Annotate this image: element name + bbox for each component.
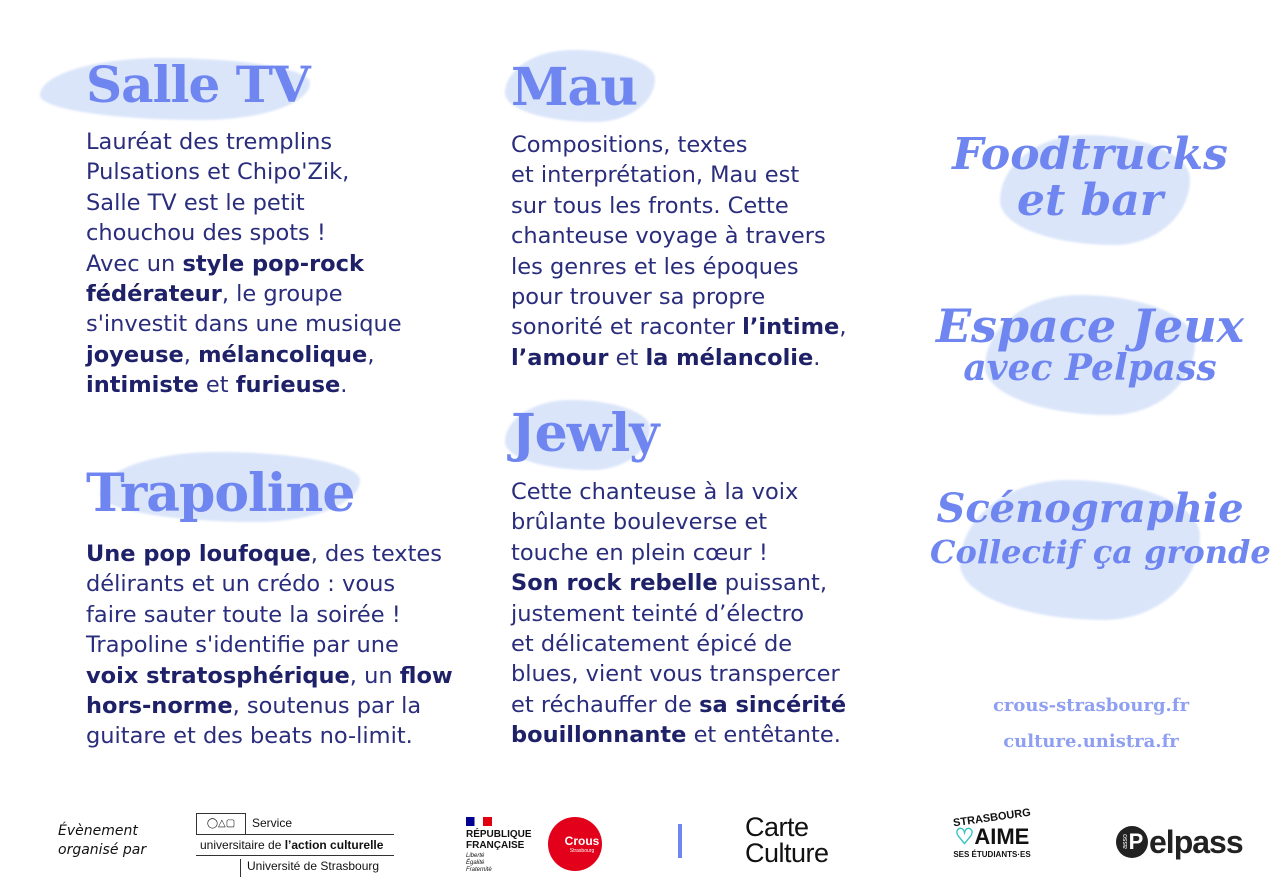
- text-line: [86, 188, 402, 218]
- strasbourg-aime-logo: STRASBOURG ♡AIME SES ÉTUDIANTS·ES: [950, 812, 1034, 859]
- text-segment: délirants et un crédo : vous: [86, 571, 396, 598]
- text-segment: ,: [839, 314, 847, 341]
- footer-divider: [678, 824, 682, 858]
- suac-line-2: Université de Strasbourg: [240, 859, 379, 877]
- text-line: [511, 659, 846, 689]
- text-segment: faire sauter toute la soirée !: [86, 601, 401, 628]
- bold-text: flow: [399, 662, 453, 689]
- text-segment: sur tous les fronts. Cette: [511, 192, 789, 219]
- text-line: [511, 507, 846, 537]
- suac-rule-1: [196, 834, 394, 835]
- scenographie-line-1: Scénographie: [936, 485, 1244, 532]
- bold-text: intimiste: [86, 372, 199, 399]
- text-segment: , un: [349, 662, 400, 689]
- bold-text: voix stratosphérique: [86, 662, 350, 689]
- espace-jeux-line-2: avec Pelpass: [963, 347, 1217, 390]
- text-segment: chouchou des spots !: [86, 220, 326, 247]
- text-segment: et entêtante.: [686, 722, 841, 749]
- bold-text: l’intime: [742, 314, 840, 341]
- espace-jeux-line-1: Espace Jeux: [935, 299, 1245, 353]
- text-line: [511, 312, 846, 342]
- text-segment: Cette chanteuse à la voix: [511, 479, 799, 505]
- bold-text: l’amour: [511, 344, 609, 371]
- text-line: [511, 690, 846, 720]
- heart-icon: ♡: [954, 824, 975, 849]
- text-line: [86, 157, 402, 187]
- text-line: [511, 568, 846, 598]
- text-line: [86, 309, 402, 339]
- text-segment: et réchauffer de: [511, 691, 700, 718]
- bold-text: Une pop loufoque: [86, 541, 311, 567]
- text-line: [86, 127, 402, 157]
- organized-by-label: Évènement organisé par: [58, 823, 147, 858]
- espace-jeux-heading: [930, 299, 1250, 390]
- text-segment: sonorité et raconter: [511, 314, 743, 341]
- text-segment: , soutenus par la: [232, 693, 422, 720]
- text-line: [511, 343, 846, 373]
- suac-rule-2: [196, 855, 394, 856]
- foodtrucks-line-2: et bar: [1016, 175, 1164, 227]
- bold-text: fédérateur: [86, 281, 222, 308]
- text-segment: les genres et les époques: [511, 253, 799, 280]
- text-segment: guitare et des beats no-limit.: [86, 723, 413, 750]
- suac-line-1: universitaire de l’action culturelle: [200, 838, 384, 852]
- text-segment: Pulsations et Chipo'Zik,: [86, 159, 350, 186]
- text-line: [511, 477, 846, 507]
- text-line: [511, 130, 846, 160]
- text-segment: et interprétation, Mau est: [511, 162, 800, 189]
- text-line: [86, 539, 453, 569]
- text-line: [511, 282, 846, 312]
- bold-text: hors-norme: [86, 693, 233, 720]
- text-line: [511, 160, 846, 190]
- trapoline-text: [86, 539, 453, 752]
- bold-text: sa sincérité: [699, 691, 847, 718]
- scenographie-line-2: Collectif ça gronde: [930, 533, 1271, 571]
- text-segment: Salle TV est le petit: [86, 189, 305, 216]
- text-line: [86, 249, 402, 279]
- text-segment: et: [198, 372, 236, 399]
- republique-francaise-logo: RÉPUBLIQUE FRANÇAISE Liberté Égalité Fraternité: [466, 817, 536, 874]
- text-segment: justement teinté d’électro: [511, 600, 804, 627]
- marianne-flag-icon: [466, 817, 492, 826]
- text-segment: .: [813, 344, 821, 371]
- text-line: [511, 629, 846, 659]
- bold-text: mélancolique: [198, 341, 368, 368]
- text-segment: Trapoline s'identifie par une: [86, 632, 399, 659]
- text-segment: s'investit dans une musique: [86, 311, 402, 338]
- mau-title: Mau: [511, 57, 638, 118]
- text-segment: ,: [367, 341, 375, 368]
- text-line: [86, 691, 453, 721]
- text-line: [511, 221, 846, 251]
- pelpass-p-icon: P: [1128, 829, 1144, 854]
- suac-logo: [196, 813, 394, 879]
- jewly-title: Jewly: [511, 403, 659, 464]
- text-segment: puissant,: [717, 570, 828, 597]
- text-segment: ,: [183, 341, 199, 368]
- bold-text: joyeuse: [86, 341, 184, 368]
- salle-tv-title: Salle TV: [86, 55, 310, 114]
- pelpass-badge: asso P: [1116, 826, 1148, 858]
- text-line: [511, 538, 846, 568]
- scenographie-heading: [930, 485, 1271, 571]
- crous-logo: Crous Strasbourg: [548, 817, 602, 871]
- text-line: [511, 599, 846, 629]
- carte-culture-logo: Carte Culture: [745, 812, 829, 868]
- salle-tv-text: [86, 127, 402, 401]
- text-line: [86, 721, 453, 751]
- text-segment: et: [608, 344, 646, 371]
- text-segment: Lauréat des tremplins: [86, 129, 333, 155]
- url-crous[interactable]: crous-strasbourg.fr: [992, 695, 1190, 716]
- text-segment: Avec un: [86, 250, 183, 277]
- text-line: [511, 191, 846, 221]
- url-culture-unistra[interactable]: culture.unistra.fr: [1003, 731, 1179, 752]
- text-line: [86, 569, 453, 599]
- bold-text: Son rock rebelle: [511, 570, 718, 597]
- text-line: [86, 340, 402, 370]
- strasbourg-aime-word: ♡AIME: [954, 824, 1030, 849]
- text-line: [86, 600, 453, 630]
- text-segment: .: [340, 372, 348, 399]
- text-line: [86, 279, 402, 309]
- suac-service: Service: [252, 816, 293, 830]
- bold-text: bouillonnante: [511, 722, 687, 749]
- bold-text: style pop-rock: [182, 250, 364, 277]
- text-segment: touche en plein cœur !: [511, 539, 768, 566]
- text-segment: brûlante bouleverse et: [511, 509, 768, 536]
- text-line: [86, 630, 453, 660]
- text-segment: Compositions, textes: [511, 132, 748, 158]
- text-segment: , des textes: [310, 541, 442, 567]
- foodtrucks-line-1: Foodtrucks: [952, 129, 1228, 180]
- text-segment: , le groupe: [221, 281, 343, 308]
- text-segment: et délicatement épicé de: [511, 631, 793, 658]
- text-line: [511, 720, 846, 750]
- foodtrucks-heading: [930, 129, 1250, 227]
- text-line: [511, 252, 846, 282]
- jewly-text: [511, 477, 846, 751]
- bold-text: furieuse: [235, 372, 341, 399]
- text-line: [86, 661, 453, 691]
- suac-icons: ◯△▢: [196, 813, 246, 835]
- text-line: [86, 218, 402, 248]
- trapoline-title: Trapoline: [86, 463, 355, 524]
- text-segment: blues, vient vous transpercer: [511, 661, 840, 688]
- bold-text: la mélancolie: [645, 344, 814, 371]
- text-line: [86, 370, 402, 400]
- text-segment: chanteuse voyage à travers: [511, 223, 826, 250]
- mau-text: [511, 130, 846, 373]
- text-segment: pour trouver sa propre: [511, 284, 766, 311]
